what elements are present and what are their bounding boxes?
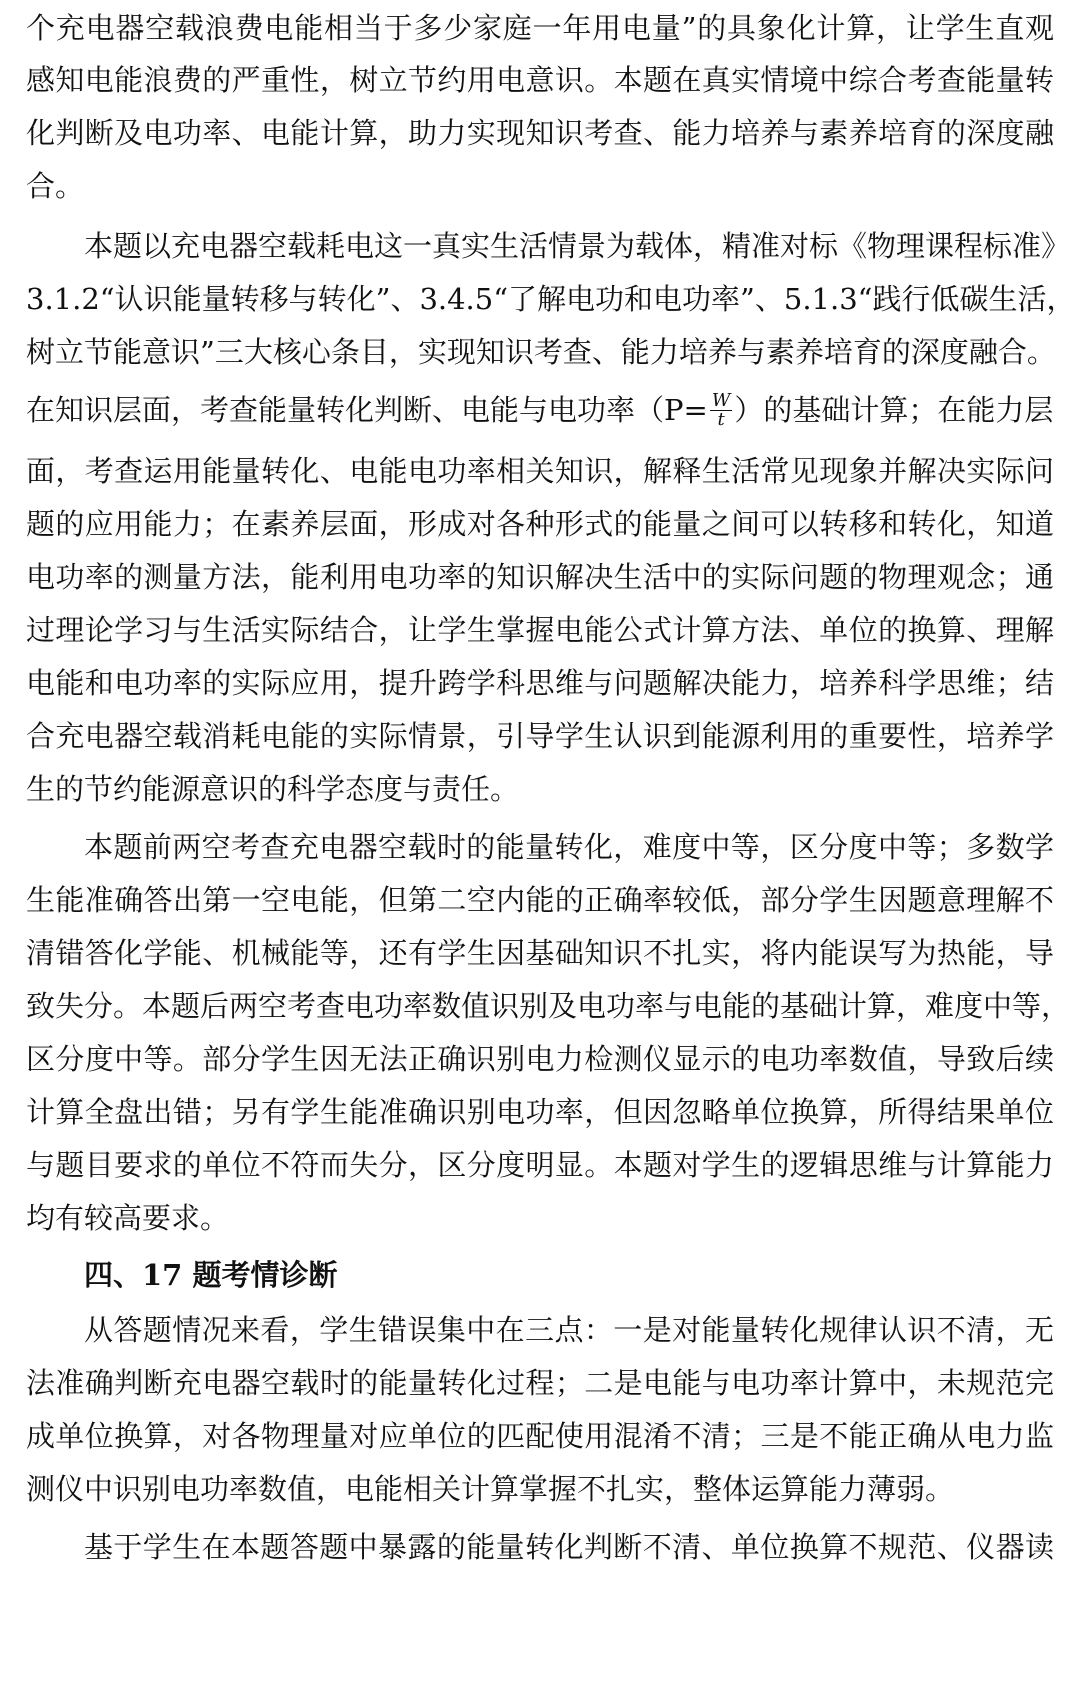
formula-trail-text: ）的基础计算；在能力层 xyxy=(734,393,1054,427)
paragraph-2-line-6: 题的应用能力；在素养层面，形成对各种形式的能量之间可以转移和转化，知道 xyxy=(26,507,1054,541)
paragraph-2-line-1: 本题以充电器空载耗电这一真实生活情景为载体，精准对标《物理课程标准》 xyxy=(84,229,1071,263)
paragraph-1-line-2: 感知电能浪费的严重性，树立节约用电意识。本题在真实情境中综合考查能量转 xyxy=(26,63,1054,97)
paragraph-3-line-7: 与题目要求的单位不符而失分，区分度明显。本题对学生的逻辑思维与计算能力 xyxy=(26,1148,1054,1182)
paragraph-2-line-7: 电功率的测量方法，能利用电功率的知识解决生活中的实际问题的物理观念；通 xyxy=(26,560,1054,594)
paragraph-2-line-4 xyxy=(26,390,1054,430)
paragraph-3-line-1: 本题前两空考查充电器空载时的能量转化，难度中等，区分度中等；多数学 xyxy=(84,830,1054,864)
paragraph-5-line-1: 基于学生在本题答题中暴露的能量转化判断不清、单位换算不规范、仪器读 xyxy=(84,1530,1054,1564)
paragraph-2-line-2: 3.1.2“认识能量转移与转化”、3.4.5“了解电功和电功率”、5.1.3“践行低碳生活， xyxy=(26,282,1076,316)
formula-lead-text: 在知识层面，考查能量转化判断、电能与电功率（P= xyxy=(26,393,708,427)
paragraph-2-line-11: 生的节约能源意识的科学态度与责任。 xyxy=(26,772,520,806)
paragraph-3-line-8: 均有较高要求。 xyxy=(26,1201,230,1235)
formula-denominator: t xyxy=(717,408,725,430)
paragraph-4-line-4: 测仪中识别电功率数值，电能相关计算掌握不扎实，整体运算能力薄弱。 xyxy=(26,1472,955,1506)
power-formula-fraction xyxy=(710,389,733,430)
formula-numerator: W xyxy=(711,389,731,411)
paragraph-1-line-4: 合。 xyxy=(26,169,85,203)
paragraph-3-line-3: 清错答化学能、机械能等，还有学生因基础知识不扎实，将内能误写为热能，导 xyxy=(26,936,1054,970)
formula-sentence xyxy=(26,390,1053,430)
paragraph-2-line-5: 面，考查运用能量转化、电能电功率相关知识，解释生活常见现象并解决实际问 xyxy=(26,454,1054,488)
paragraph-4-line-3: 成单位换算，对各物理量对应单位的匹配使用混淆不清；三是不能正确从电力监 xyxy=(26,1419,1054,1453)
section-heading: 四、17 题考情诊断 xyxy=(84,1258,338,1292)
paragraph-1-line-3: 化判断及电功率、电能计算，助力实现知识考查、能力培养与素养培育的深度融 xyxy=(26,116,1054,150)
paragraph-2-line-8: 过理论学习与生活实际结合，让学生掌握电能公式计算方法、单位的换算、理解 xyxy=(26,613,1054,647)
paragraph-2-line-3: 树立节能意识”三大核心条目，实现知识考查、能力培养与素养培育的深度融合。 xyxy=(26,335,1056,369)
paragraph-1-line-1: 个充电器空载浪费电能相当于多少家庭一年用电量”的具象化计算，让学生直观 xyxy=(26,11,1054,45)
paragraph-2-line-9: 电能和电功率的实际应用，提升跨学科思维与问题解决能力，培养科学思维；结 xyxy=(26,666,1054,700)
paragraph-2-line-10: 合充电器空载消耗电能的实际情景，引导学生认识到能源利用的重要性，培养学 xyxy=(26,719,1054,753)
paragraph-3-line-4: 致失分。本题后两空考查电功率数值识别及电功率与电能的基础计算，难度中等， xyxy=(26,989,1071,1023)
paragraph-4-line-2: 法准确判断充电器空载时的能量转化过程；二是电能与电功率计算中，未规范完 xyxy=(26,1366,1054,1400)
paragraph-3-line-6: 计算全盘出错；另有学生能准确识别电功率，但因忽略单位换算，所得结果单位 xyxy=(26,1095,1054,1129)
paragraph-3-line-2: 生能准确答出第一空电能，但第二空内能的正确率较低，部分学生因题意理解不 xyxy=(26,883,1054,917)
paragraph-3-line-5: 区分度中等。部分学生因无法正确识别电力检测仪显示的电功率数值，导致后续 xyxy=(26,1042,1054,1076)
paragraph-4-line-1: 从答题情况来看，学生错误集中在三点：一是对能量转化规律认识不清，无 xyxy=(84,1313,1054,1347)
